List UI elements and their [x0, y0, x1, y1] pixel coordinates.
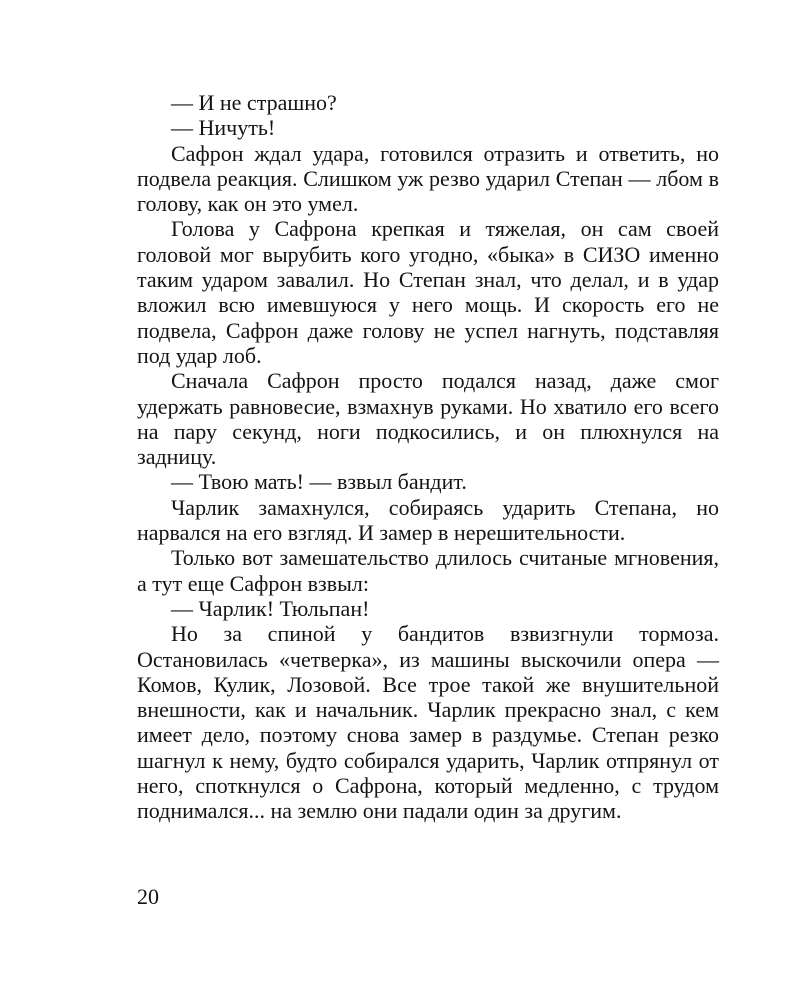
paragraph-3: Сафрон ждал удара, готовился отразить и ответить, но подвела реакция. Слишком уж резво ударил Степан — лбом в голову, как он это умел.	[137, 140, 719, 217]
paragraph-10: Но за спиной у бандитов взвизгнули тормоза. Остановилась «четверка», из машины выскочили опера — Комов, Кулик, Лозовой. Все трое такой же внушительной внешности, как и начальник. Чарлик прекрасно знал, с кем имеет дело, поэтому снова замер в раздумье. Степан резко шагнул к нему, будто собирался ударить, Чарлик отпрянул от него, споткнулся о Сафрона, который медленно, с трудом поднимался... на землю они падали один за другим.	[137, 621, 719, 824]
page-number: 20	[137, 884, 159, 909]
paragraph-5: Сначала Сафрон просто подался назад, даже смог удержать равновесие, взмахнув руками. Но хватило его всего на пару секунд, ноги подкосились, и он плюхнулся на задницу.	[137, 368, 719, 470]
paragraph-6: — Твою мать! — взвыл бандит.	[171, 469, 467, 495]
body-text	[137, 90, 719, 824]
paragraph-1: — И не страшно?	[171, 90, 337, 115]
paragraph-9: — Чарлик! Тюльпан!	[171, 595, 370, 621]
paragraph-8: Только вот замешательство длилось считаные мгновения, а тут еще Сафрон взвыл:	[137, 545, 719, 596]
paragraph-2: — Ничуть!	[171, 115, 276, 141]
paragraph-7: Чарлик замахнулся, собираясь ударить Степана, но нарвался на его взгляд. И замер в нерешительности.	[137, 494, 719, 546]
paragraph-4: Голова у Сафрона крепкая и тяжелая, он сам своей головой мог вырубить кого угодно, «быка» в СИЗО именно таким ударом завалил. Но Степан знал, что делал, и в удар вложил всю имевшуюся у него мощь. И скорость его не подвела, Сафрон даже голову не успел нагнуть, подставляя под удар лоб.	[137, 216, 719, 368]
